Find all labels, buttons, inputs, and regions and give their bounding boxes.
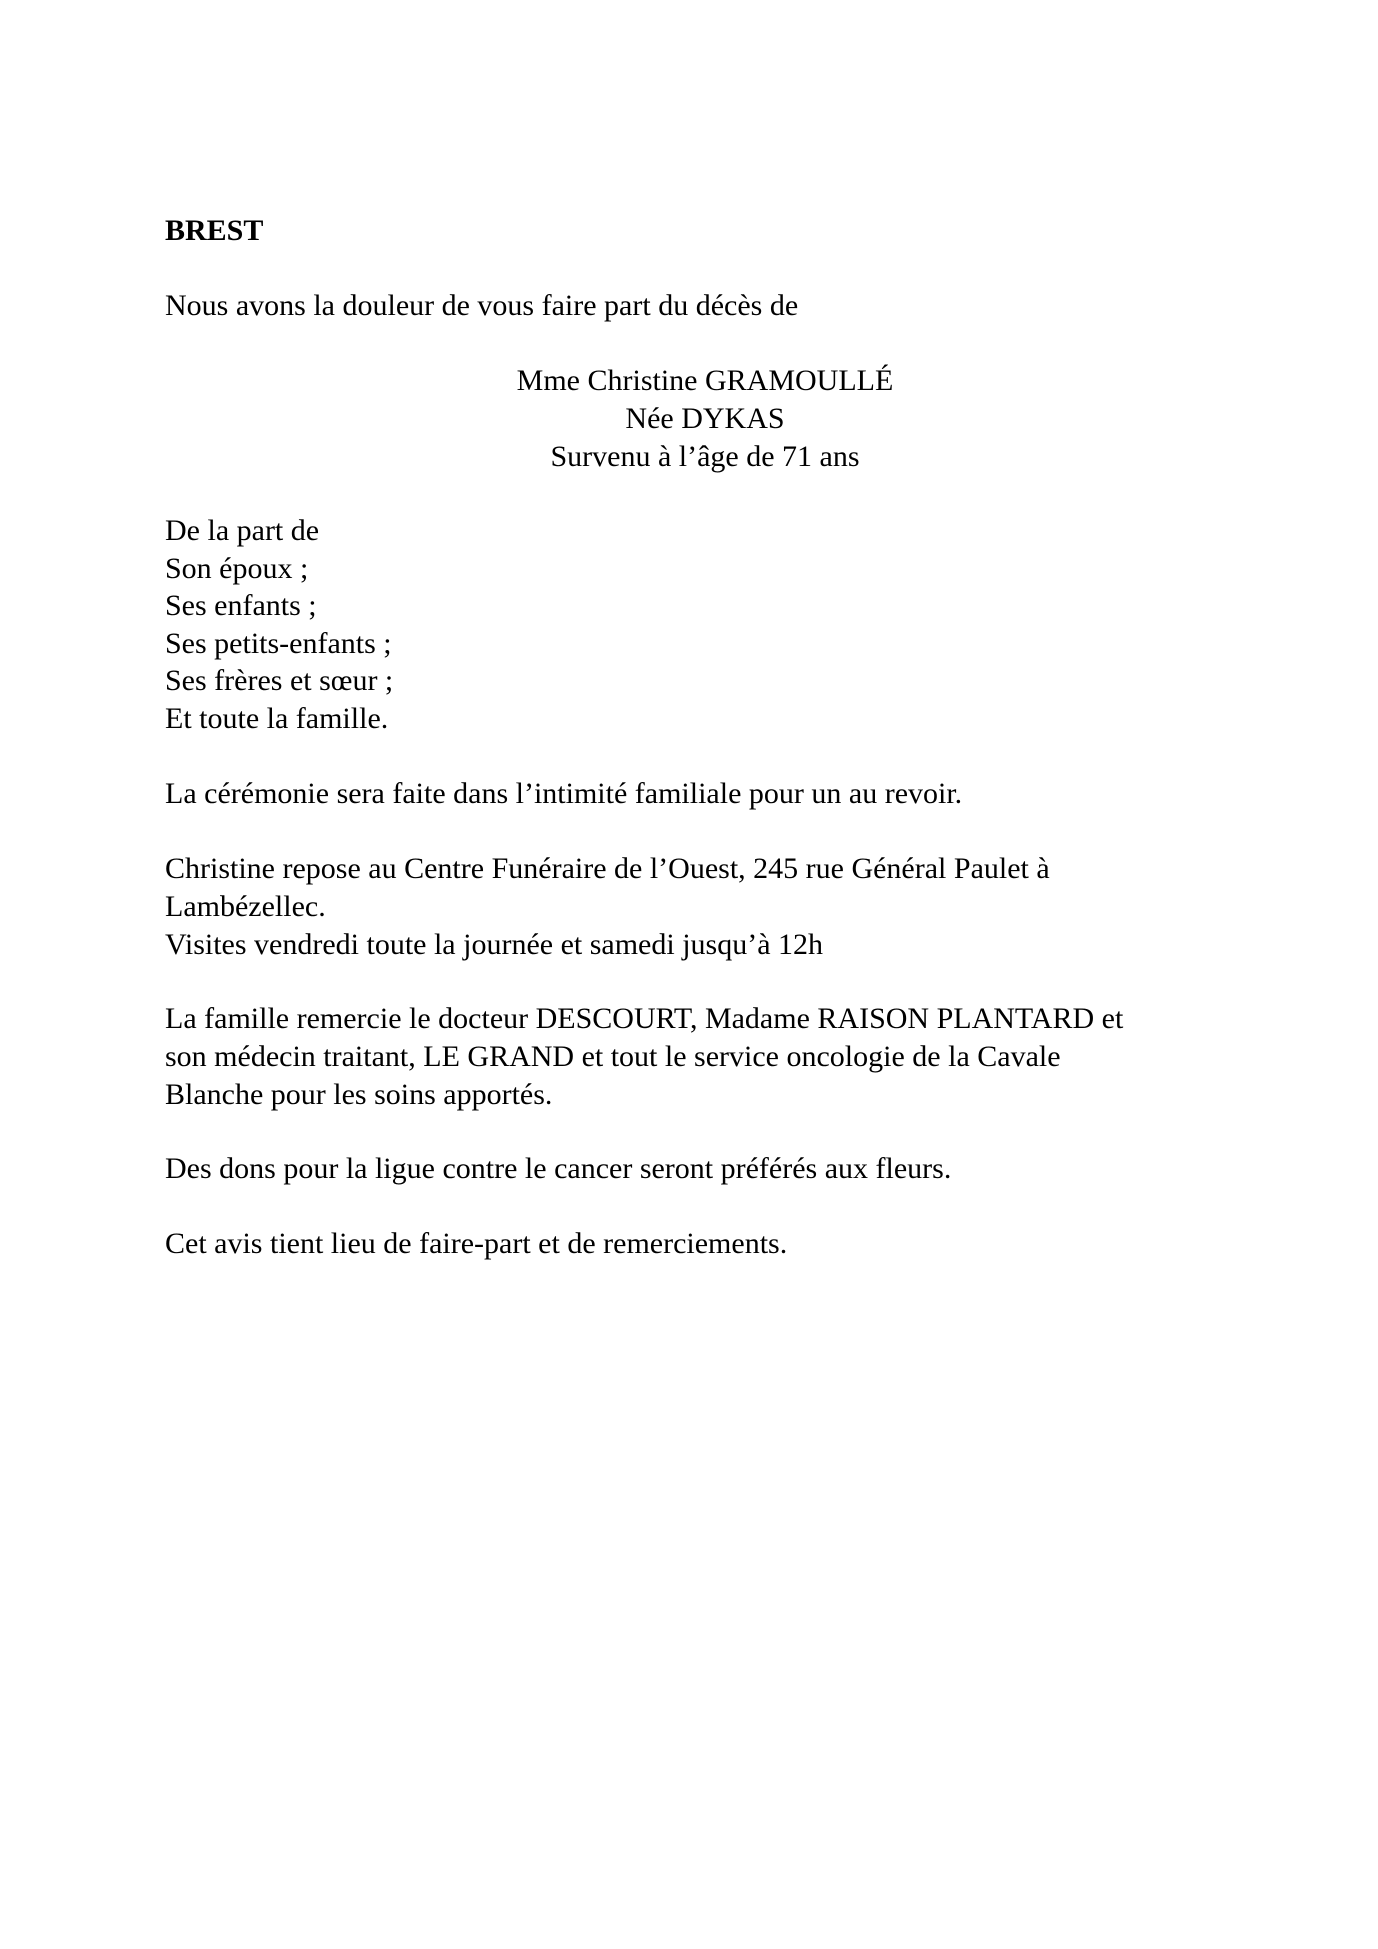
family-line: Son époux ; [165,551,309,585]
deceased-maiden-name: Née DYKAS [625,402,785,435]
family-line: Ses frères et sœur ; [165,664,394,697]
donations-text: Des dons pour la ligue contre le cancer seront préférés aux fleurs. [165,1152,952,1185]
intro-text: Nous avons la douleur de vous faire part du décès de [165,289,799,322]
thanks-line: son médecin traitant, LE GRAND et tout le service oncologie de la Cavale [165,1040,1061,1073]
repose-block [165,850,1245,964]
family-line: De la part de [165,514,320,547]
repose-line: Lambézellec. [165,890,326,923]
notice-text: Cet avis tient lieu de faire-part et de remerciements. [165,1227,788,1260]
deceased-age: Survenu à l’âge de 71 ans [550,440,860,473]
thanks-block [165,1000,1245,1114]
family-line: Et toute la famille. [165,701,389,735]
thanks-line: La famille remercie le docteur DESCOURT, Madame RAISON PLANTARD et [165,1002,1124,1035]
ceremony-text: La cérémonie sera faite dans l’intimité familiale pour un au revoir. [165,777,963,810]
family-line: Ses petits-enfants ; [165,626,392,660]
repose-line: Christine repose au Centre Funéraire de l’Ouest, 245 rue Général Paulet à [165,852,1050,885]
repose-line: Visites vendredi toute la journée et samedi jusqu’à 12h [165,928,824,961]
deceased-block [165,362,1245,476]
family-line: Ses enfants ; [165,589,317,622]
family-list [165,512,393,737]
city-heading: BREST [165,214,264,247]
deceased-name: Mme Christine GRAMOULLÉ [516,364,894,397]
thanks-line: Blanche pour les soins apportés. [165,1078,553,1111]
